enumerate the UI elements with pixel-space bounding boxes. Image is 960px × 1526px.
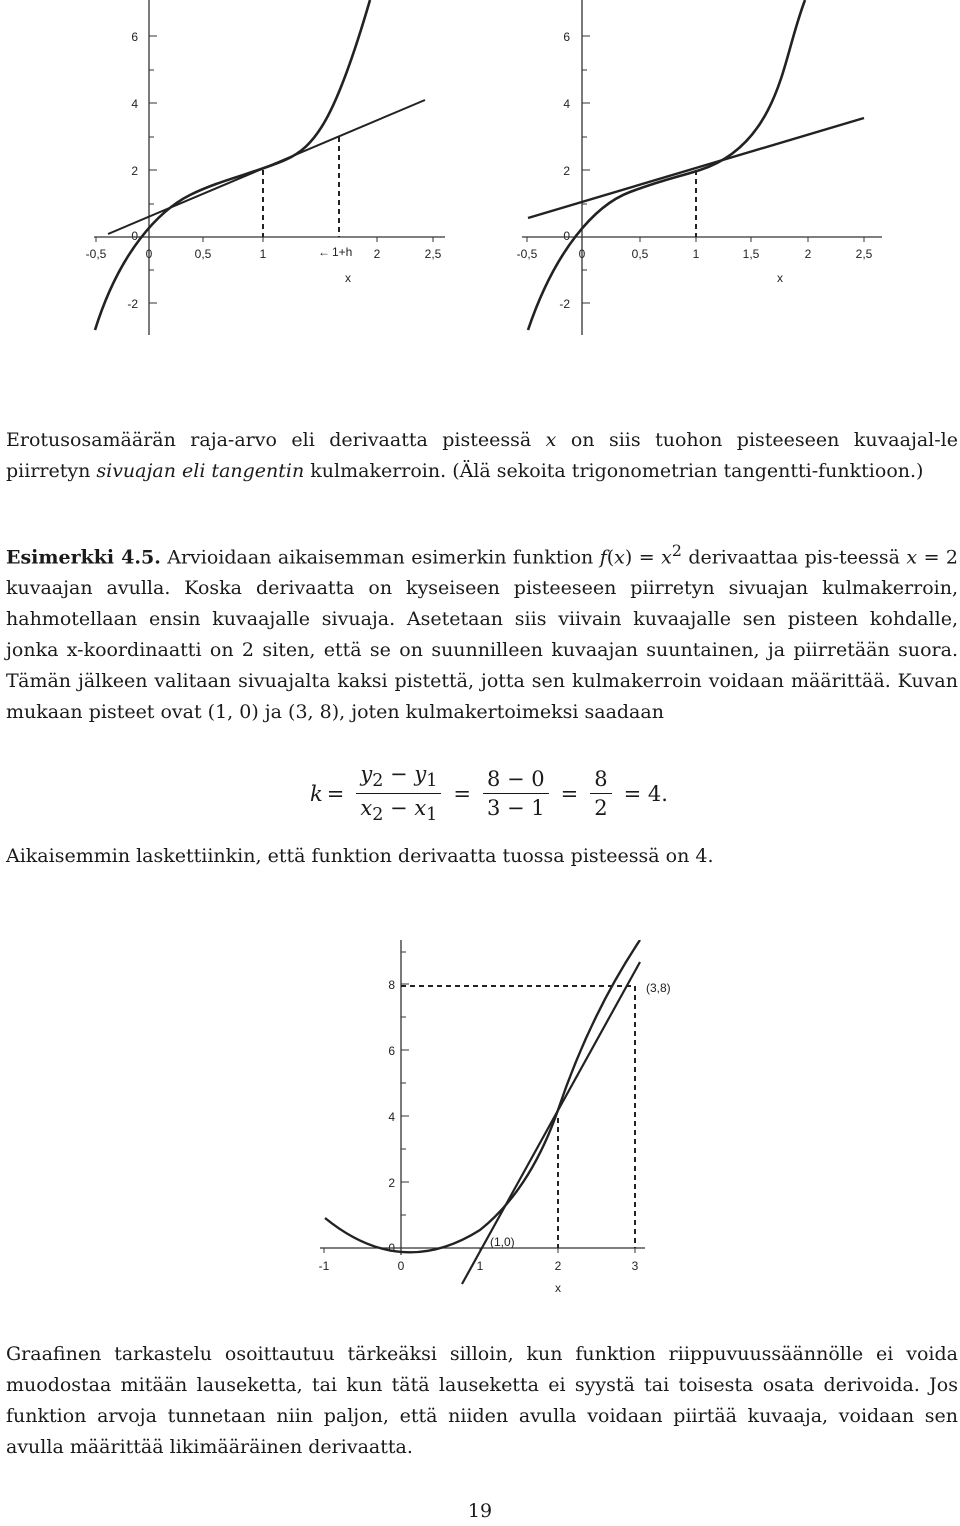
x-tick-3: 3 bbox=[631, 1259, 639, 1273]
x-axis-label: x bbox=[345, 271, 351, 285]
y-tick-4: 4 bbox=[563, 97, 570, 111]
y-tick-2: 2 bbox=[563, 164, 570, 178]
y-tick-4: 4 bbox=[131, 97, 138, 111]
fraction-definition: $\frac{y_2 - y_1}{x_2 - x_1}$ bbox=[356, 762, 441, 825]
h-marker-label: 1+h bbox=[332, 245, 353, 259]
y-tick-6: 6 bbox=[131, 30, 138, 44]
secant-line bbox=[108, 100, 425, 234]
x-tick-2: 2 bbox=[373, 247, 381, 261]
x-tick-2-5: 2,5 bbox=[424, 247, 442, 261]
x-tick-2: 2 bbox=[554, 1259, 562, 1273]
example-heading: Esimerkki 4.5. bbox=[6, 546, 161, 569]
y-tick-2: 2 bbox=[131, 164, 138, 178]
y-tick-0: 0 bbox=[131, 229, 138, 243]
x-tick-0: 0 bbox=[397, 1259, 405, 1273]
x-tick-0-5: 0,5 bbox=[631, 247, 649, 261]
x-tick-0: 0 bbox=[578, 247, 586, 261]
x-tick-1: 1 bbox=[476, 1259, 484, 1273]
x-axis-label: x bbox=[777, 271, 783, 285]
y-tick-neg2: -2 bbox=[559, 297, 570, 311]
slope-equation: k = $\frac{y_2 - y_1}{x_2 - x_1}$ = $\frac{8 - 0}{3 - 1}$ = $\frac{8}{2}$ = 4. bbox=[310, 762, 668, 826]
y-tick-0: 0 bbox=[388, 1241, 395, 1255]
y-tick-2: 2 bbox=[388, 1176, 395, 1190]
paragraph-conclusion: Aikaisemmin laskettiinkin, että funktion derivaatta tuossa pisteessä on 4. bbox=[6, 845, 714, 867]
figure-secant bbox=[80, 0, 450, 340]
y-tick-6: 6 bbox=[388, 1044, 395, 1058]
tangent-line bbox=[462, 962, 640, 1284]
fraction-result: $\frac{8}{2}$ bbox=[590, 767, 611, 820]
x-tick-neg1: -1 bbox=[318, 1259, 330, 1273]
y-tick-neg2: -2 bbox=[127, 297, 138, 311]
x-tick-0-5: 0,5 bbox=[194, 247, 212, 261]
y-tick-0: 0 bbox=[563, 229, 570, 243]
fraction-values: $\frac{8 - 0}{3 - 1}$ bbox=[483, 767, 549, 820]
paragraph-definition: Erotusosamäärän raja-arvo eli derivaatta pisteessä x on siis tuohon pisteeseen kuvaajal-le piirretyn sivuajan eli tangentin kulmakerroin. (Älä sekoita trigonometrian tangentti-funktioon.) bbox=[6, 429, 958, 482]
y-tick-8: 8 bbox=[388, 978, 395, 992]
x-tick-1: 1 bbox=[259, 247, 267, 261]
page-number: 19 bbox=[467, 1500, 493, 1522]
x-tick-0: 0 bbox=[145, 247, 153, 261]
x-tick-2-5: 2,5 bbox=[855, 247, 873, 261]
x-tick-neg0-5: -0,5 bbox=[516, 247, 538, 261]
x-axis-label: x bbox=[555, 1281, 561, 1295]
figure-parabola-tangent bbox=[300, 940, 680, 1300]
x-tick-1-5: 1,5 bbox=[742, 247, 760, 261]
point-label-3-8: (3,8) bbox=[646, 981, 671, 995]
h-marker-arrow: ← bbox=[318, 245, 330, 259]
point-label-1-0: (1,0) bbox=[490, 1235, 515, 1249]
y-tick-6: 6 bbox=[563, 30, 570, 44]
tangent-line bbox=[528, 118, 864, 218]
x-tick-neg0-5: -0,5 bbox=[85, 247, 107, 261]
x-tick-1: 1 bbox=[692, 247, 700, 261]
y-tick-4: 4 bbox=[388, 1110, 395, 1124]
paragraph-graphical: Graafinen tarkastelu osoittautuu tärkeäksi silloin, kun funktion riippuvuussäännölle ei voida muodostaa mitään lauseketta, tai kun tätä lauseketta ei syystä tai toisesta osata derivoida. Jos funktion arvoja tunnetaan niin paljon, että niiden avulla voidaan piirtää kuvaaja, voidaan sen avulla määrittää likimääräinen derivaatta. bbox=[6, 1343, 958, 1458]
x-tick-2: 2 bbox=[804, 247, 812, 261]
paragraph-example: Esimerkki 4.5. Arvioidaan aikaisemman esimerkin funktion $f(x) = x^2$ derivaattaa pis-teessä x = 2 kuvaajan avulla. Koska derivaatta on kyseiseen pisteeseen piirretyn sivuajan kulmakerroin, hahmotellaan ensin kuvaajalle sivuaja. Asetetaan siis viivain kuvaajalle sen pisteen kohdalle, jonka x-koordinaatti on 2 siten, että se on suunnilleen kuvaajan suuntainen, ja piirretään suora. Tämän jälkeen valitaan sivuajalta kaksi pistettä, jotta sen kulmakerroin voidaan määrittää. Kuvan mukaan pisteet ovat (1, 0) ja (3, 8), joten kulmakertoimeksi saadaan bbox=[6, 541, 958, 724]
figure-tangent bbox=[500, 0, 890, 340]
